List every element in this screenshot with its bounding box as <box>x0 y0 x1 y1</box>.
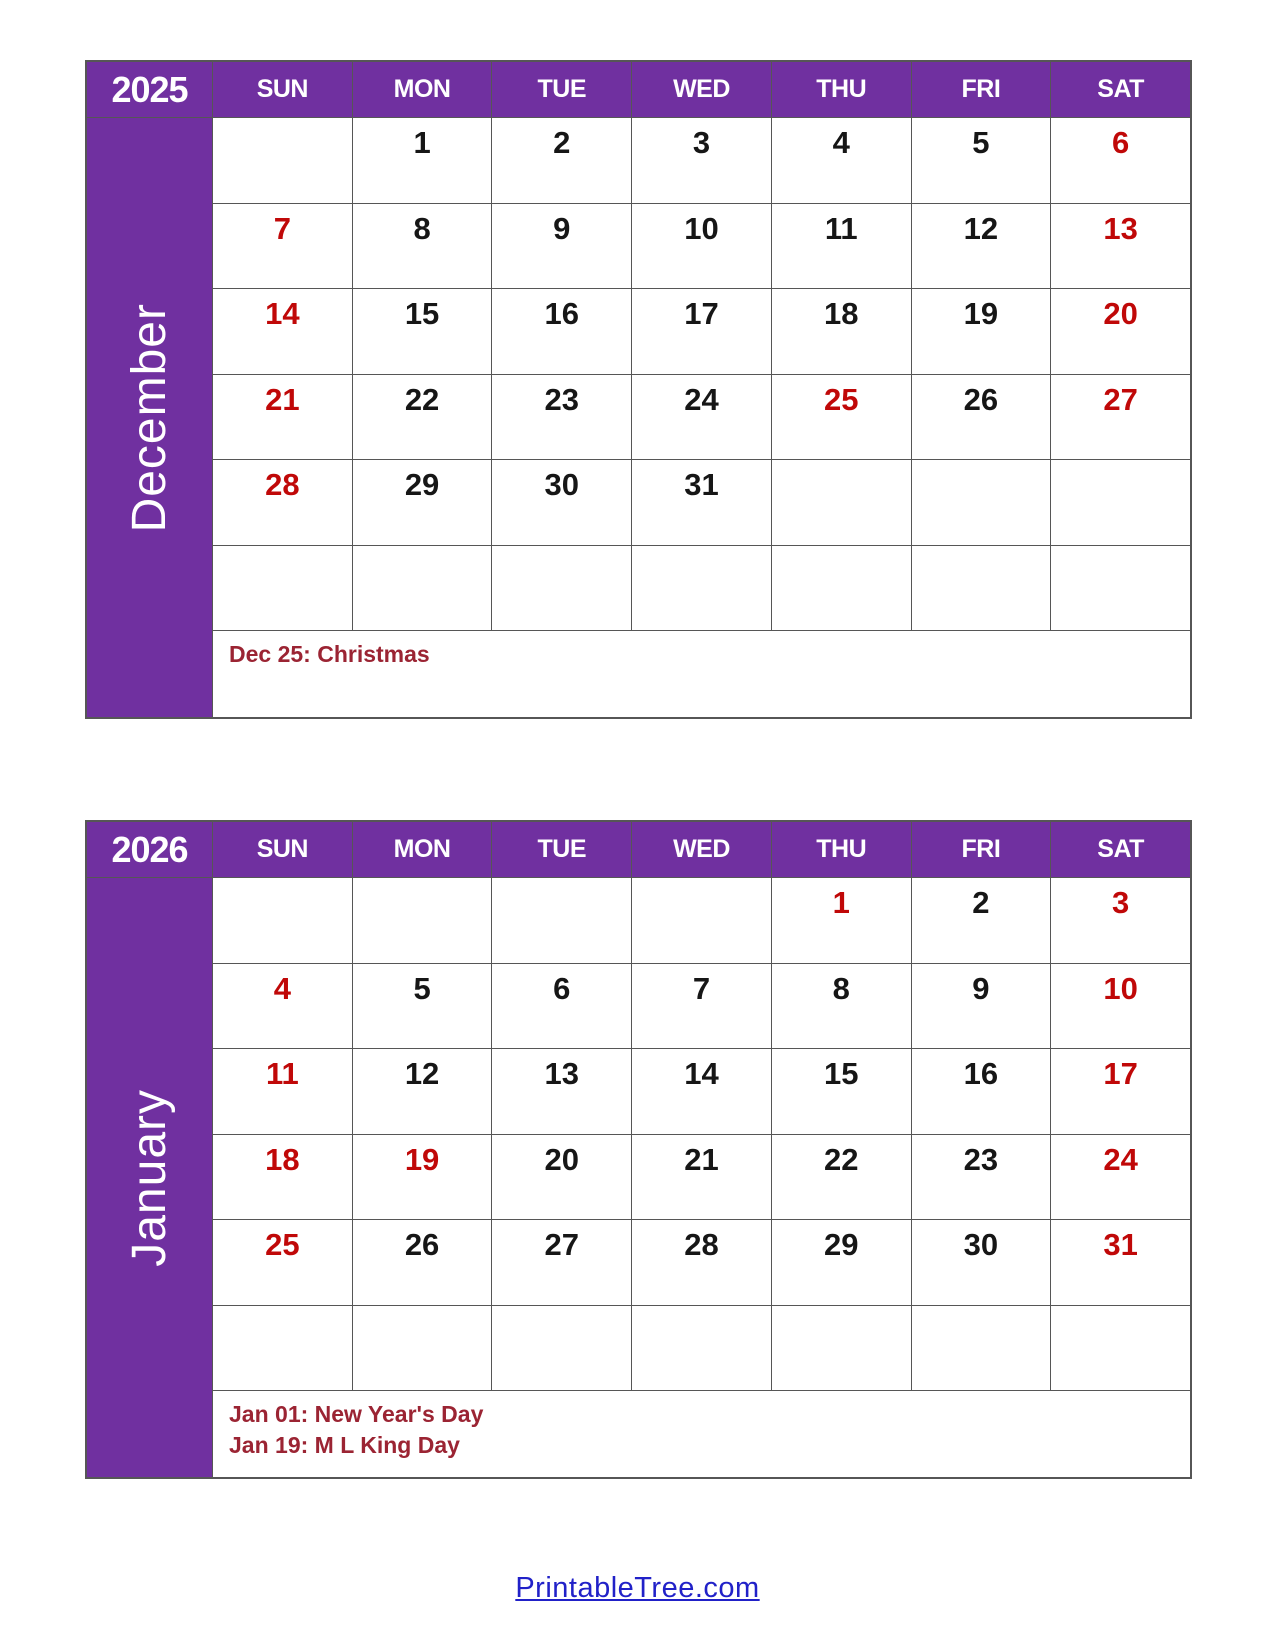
year-label: 2026 <box>87 822 212 877</box>
day-cell: 26 <box>912 375 1051 460</box>
day-cell: 20 <box>1051 289 1190 374</box>
day-cell: 18 <box>213 1135 352 1220</box>
day-cell: 29 <box>772 1220 911 1305</box>
day-cell: 13 <box>492 1049 631 1134</box>
day-cell <box>772 546 911 631</box>
day-cell: 22 <box>353 375 492 460</box>
day-cell: 4 <box>213 964 352 1049</box>
day-cell: 28 <box>632 1220 771 1305</box>
day-header: SUN <box>213 62 352 117</box>
day-cell: 5 <box>353 964 492 1049</box>
day-cell <box>912 460 1051 545</box>
day-cell: 27 <box>1051 375 1190 460</box>
day-cell: 24 <box>632 375 771 460</box>
day-cell <box>213 118 352 203</box>
day-cell: 12 <box>353 1049 492 1134</box>
day-cell: 17 <box>632 289 771 374</box>
day-cell <box>492 1306 631 1391</box>
day-cell <box>1051 460 1190 545</box>
day-cell: 14 <box>632 1049 771 1134</box>
day-cell: 30 <box>492 460 631 545</box>
day-cell: 14 <box>213 289 352 374</box>
day-cell: 8 <box>772 964 911 1049</box>
day-cell: 29 <box>353 460 492 545</box>
day-cell: 1 <box>772 878 911 963</box>
day-cell: 18 <box>772 289 911 374</box>
day-cell: 15 <box>353 289 492 374</box>
holiday-note-line: Jan 19: M L King Day <box>229 1432 460 1459</box>
day-header: SUN <box>213 822 352 877</box>
day-cell: 9 <box>492 204 631 289</box>
day-cell: 25 <box>213 1220 352 1305</box>
calendar-january-2026 <box>85 820 1192 1479</box>
day-cell <box>213 878 352 963</box>
day-cell: 7 <box>213 204 352 289</box>
day-cell: 27 <box>492 1220 631 1305</box>
day-cell: 11 <box>213 1049 352 1134</box>
day-cell <box>353 546 492 631</box>
day-cell <box>632 546 771 631</box>
day-cell: 15 <box>772 1049 911 1134</box>
holiday-note-line: Jan 01: New Year's Day <box>229 1401 484 1427</box>
day-cell: 30 <box>912 1220 1051 1305</box>
day-cell: 2 <box>492 118 631 203</box>
day-cell: 4 <box>772 118 911 203</box>
calendar-december-2025 <box>85 60 1192 719</box>
day-cell: 2 <box>912 878 1051 963</box>
day-cell <box>492 546 631 631</box>
website-link[interactable]: PrintableTree.com <box>515 1572 760 1604</box>
day-cell: 17 <box>1051 1049 1190 1134</box>
day-header: THU <box>772 822 911 877</box>
day-cell: 21 <box>632 1135 771 1220</box>
day-cell: 6 <box>1051 118 1190 203</box>
day-cell: 6 <box>492 964 631 1049</box>
day-cell <box>213 1306 352 1391</box>
day-cell: 24 <box>1051 1135 1190 1220</box>
day-cell: 31 <box>1051 1220 1190 1305</box>
year-label: 2025 <box>87 62 212 117</box>
day-cell: 31 <box>632 460 771 545</box>
day-cell <box>772 460 911 545</box>
day-header: FRI <box>912 822 1051 877</box>
day-cell <box>772 1306 911 1391</box>
day-cell <box>492 878 631 963</box>
day-cell <box>912 546 1051 631</box>
day-header: SAT <box>1051 822 1190 877</box>
day-cell: 12 <box>912 204 1051 289</box>
day-header: THU <box>772 62 911 117</box>
day-header: FRI <box>912 62 1051 117</box>
day-cell: 5 <box>912 118 1051 203</box>
day-header: SAT <box>1051 62 1190 117</box>
holiday-note-line: Dec 25: Christmas <box>229 641 430 667</box>
day-cell <box>353 878 492 963</box>
day-cell <box>1051 1306 1190 1391</box>
day-header: WED <box>632 62 771 117</box>
day-cell: 21 <box>213 375 352 460</box>
day-cell: 3 <box>1051 878 1190 963</box>
day-cell: 25 <box>772 375 911 460</box>
holiday-notes <box>213 631 1190 717</box>
day-cell <box>912 1306 1051 1391</box>
day-cell: 23 <box>492 375 631 460</box>
day-header: TUE <box>492 62 631 117</box>
day-cell: 22 <box>772 1135 911 1220</box>
day-cell <box>353 1306 492 1391</box>
day-cell <box>213 546 352 631</box>
day-cell <box>632 1306 771 1391</box>
day-cell: 13 <box>1051 204 1190 289</box>
day-cell <box>1051 546 1190 631</box>
day-cell: 23 <box>912 1135 1051 1220</box>
day-cell: 7 <box>632 964 771 1049</box>
day-cell: 19 <box>353 1135 492 1220</box>
month-column <box>87 118 212 717</box>
day-cell: 28 <box>213 460 352 545</box>
day-cell: 10 <box>632 204 771 289</box>
day-cell: 16 <box>912 1049 1051 1134</box>
day-cell: 19 <box>912 289 1051 374</box>
day-cell: 3 <box>632 118 771 203</box>
month-label: January <box>123 1088 176 1267</box>
footer <box>0 1572 1275 1605</box>
month-column <box>87 878 212 1477</box>
day-cell: 8 <box>353 204 492 289</box>
holiday-notes <box>213 1391 1190 1477</box>
day-cell: 11 <box>772 204 911 289</box>
day-cell: 20 <box>492 1135 631 1220</box>
day-header: MON <box>353 62 492 117</box>
day-cell: 9 <box>912 964 1051 1049</box>
day-cell: 10 <box>1051 964 1190 1049</box>
day-header: WED <box>632 822 771 877</box>
month-label: December <box>123 302 176 533</box>
day-cell: 26 <box>353 1220 492 1305</box>
day-header: TUE <box>492 822 631 877</box>
day-cell: 16 <box>492 289 631 374</box>
day-cell <box>632 878 771 963</box>
day-cell: 1 <box>353 118 492 203</box>
day-header: MON <box>353 822 492 877</box>
